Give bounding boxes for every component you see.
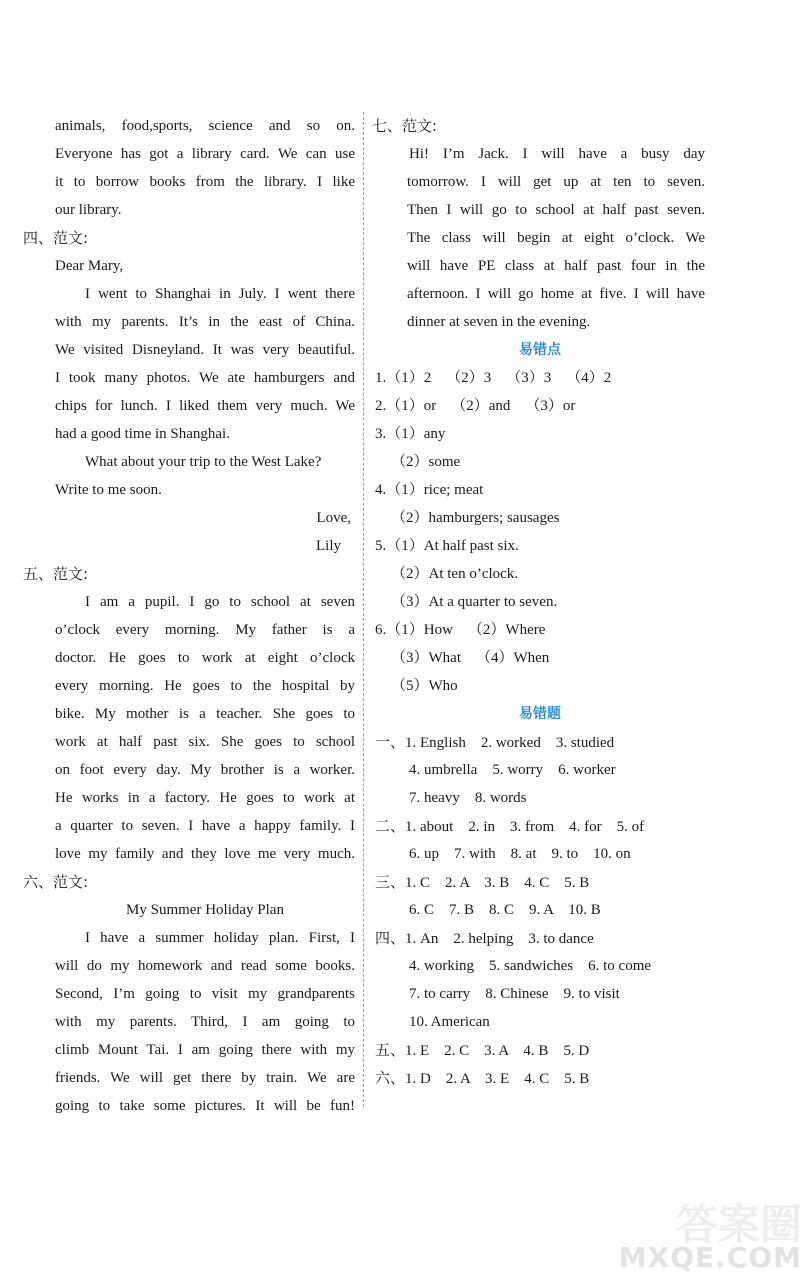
text-line: our library. — [55, 202, 122, 218]
answer-line: （3）What （4）When — [391, 650, 550, 666]
answer-text: 1. E 2. C 3. A 4. B 5. D — [405, 1043, 590, 1059]
text-line: He works in a factory. He goes to work at — [55, 790, 355, 806]
left-column — [23, 112, 355, 1120]
answer-text: 1. D 2. A 3. E 4. C 5. B — [405, 1071, 590, 1087]
answer-group-label: 三、 — [375, 873, 406, 891]
watermark-site: MXQE.COM — [618, 1241, 802, 1274]
answer-line — [375, 728, 705, 756]
answer-line: 6. up 7. with 8. at 9. to 10. on — [409, 846, 631, 862]
answer-text: 1. An 2. helping 3. to dance — [405, 931, 594, 947]
answer-group-label: 二、 — [375, 817, 406, 835]
text-line: a quarter to seven. I have a happy family. I — [55, 818, 355, 834]
text-line: animals, food,sports, science and so on. — [55, 118, 355, 134]
letter-salutation: Dear Mary, — [55, 258, 124, 274]
text-line: on foot every day. My brother is a worker. — [55, 762, 355, 778]
right-column — [372, 112, 705, 1092]
answer-text: 1. C 2. A 3. B 4. C 5. B — [405, 875, 590, 891]
answer-group-label: 六、 — [375, 1069, 406, 1087]
text-line: Write to me soon. — [55, 482, 162, 498]
text-line: work at half past six. She goes to school — [55, 734, 355, 750]
text-line: every morning. He goes to the hospital by — [55, 678, 355, 694]
answer-text: 1. English 2. worked 3. studied — [405, 735, 615, 751]
text-line: I have a summer holiday plan. First, I — [85, 930, 355, 946]
text-line: afternoon. I will go home at five. I will have — [407, 286, 705, 302]
text-line: What about your trip to the West Lake? — [85, 454, 322, 470]
column-divider — [363, 112, 364, 1107]
answer-group-label: 四、 — [375, 929, 406, 947]
answer-line: （2）At ten o’clock. — [391, 566, 519, 582]
answer-line: 3.（1）any — [375, 426, 446, 442]
answer-line — [375, 924, 705, 952]
answer-text: 1. about 2. in 3. from 4. for 5. of — [405, 819, 645, 835]
answer-line: 7. heavy 8. words — [409, 790, 527, 806]
text-line: doctor. He goes to work at eight o’clock — [55, 650, 355, 666]
answer-line — [375, 1036, 705, 1064]
text-line: o’clock every morning. My father is a — [55, 622, 355, 638]
answer-line — [375, 868, 705, 896]
text-line: Then I will go to school at half past seven. — [407, 202, 705, 218]
answer-line — [375, 812, 705, 840]
essay-title: My Summer Holiday Plan — [126, 902, 284, 918]
text-line: I took many photos. We ate hamburgers and — [55, 370, 355, 386]
answer-line: 2.（1）or （2）and （3）or — [375, 398, 576, 414]
watermark-logo: 答案圈 — [675, 1200, 802, 1249]
text-line: We visited Disneyland. It was very beautiful. — [55, 342, 355, 358]
section-heading-5: 五、范文: — [23, 565, 89, 583]
text-line: dinner at seven in the evening. — [407, 314, 591, 330]
answer-line: 5.（1）At half past six. — [375, 538, 519, 554]
answer-line: 6.（1）How （2）Where — [375, 622, 546, 638]
answer-line: 4. umbrella 5. worry 6. worker — [409, 762, 616, 778]
answer-line: （5）Who — [391, 678, 458, 694]
text-line: with my parents. Third, I am going to — [55, 1014, 355, 1030]
answer-line: 4. working 5. sandwiches 6. to come — [409, 958, 652, 974]
text-line: going to take some pictures. It will be fun! — [55, 1098, 355, 1114]
answer-line: （3）At a quarter to seven. — [391, 594, 558, 610]
site-watermark — [618, 1192, 802, 1274]
text-line: I went to Shanghai in July. I went there — [85, 286, 355, 302]
answer-line — [375, 1064, 705, 1092]
answer-line: 7. to carry 8. Chinese 9. to visit — [409, 986, 620, 1002]
answer-line: （2）some — [391, 454, 461, 470]
text-line: Everyone has got a library card. We can use — [55, 146, 355, 162]
text-line: with my parents. It’s in the east of China. — [55, 314, 355, 330]
text-line: chips for lunch. I liked them very much. We — [55, 398, 355, 414]
text-line: friends. We will get there by train. We are — [55, 1070, 355, 1086]
answer-line: 10. American — [409, 1014, 490, 1030]
text-line: will have PE class at half past four in the — [407, 258, 705, 274]
section-heading-6: 六、范文: — [23, 873, 89, 891]
text-line: The class will begin at eight o’clock. We — [407, 230, 705, 246]
text-line: bike. My mother is a teacher. She goes to — [55, 706, 355, 722]
text-line: tomorrow. I will get up at ten to seven. — [407, 174, 705, 190]
text-line: climb Mount Tai. I am going there with my — [55, 1042, 355, 1058]
text-line: Hi! I’m Jack. I will have a busy day — [409, 146, 705, 162]
text-line: Second, I’m going to visit my grandparents — [55, 986, 355, 1002]
text-line: love my family and they love me very much. — [55, 846, 355, 862]
section-heading-4: 四、范文: — [23, 229, 89, 247]
section-heading-7: 七、范文: — [372, 117, 438, 135]
answer-line: （2）hamburgers; sausages — [391, 510, 560, 526]
letter-signature: Lily — [316, 538, 341, 554]
text-line: I am a pupil. I go to school at seven — [85, 594, 355, 610]
answer-group-label: 五、 — [375, 1041, 406, 1059]
text-line: will do my homework and read some books. — [55, 958, 355, 974]
text-line: it to borrow books from the library. I like — [55, 174, 355, 190]
answer-line: 4.（1）rice; meat — [375, 482, 484, 498]
section-title-error-questions: 易错题 — [519, 706, 561, 722]
letter-closing: Love, — [316, 510, 351, 526]
answer-group-label: 一、 — [375, 733, 406, 751]
answer-line: 1.（1）2 （2）3 （3）3 （4）2 — [375, 370, 612, 386]
answer-line: 6. C 7. B 8. C 9. A 10. B — [409, 902, 601, 918]
section-title-error-points: 易错点 — [519, 342, 561, 358]
text-line: had a good time in Shanghai. — [55, 426, 230, 442]
